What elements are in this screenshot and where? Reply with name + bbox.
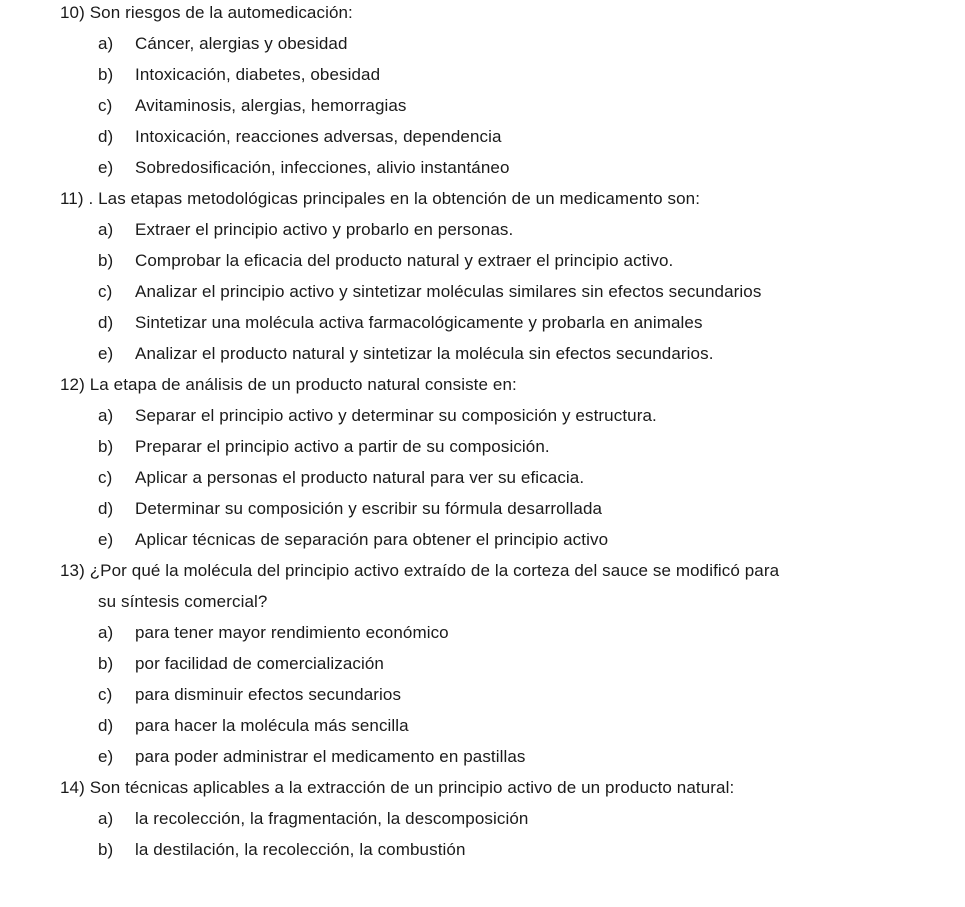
option-text: para disminuir efectos secundarios (135, 685, 402, 704)
option-text: la recolección, la fragmentación, la descomposición (135, 809, 529, 828)
question-14 (60, 778, 734, 798)
option-text: Intoxicación, reacciones adversas, dependencia (135, 127, 502, 146)
option-text: Analizar el producto natural y sintetizar la molécula sin efectos secundarios. (135, 344, 714, 363)
option-text: por facilidad de comercialización (135, 654, 384, 673)
option-text: Aplicar a personas el producto natural para ver su eficacia. (135, 468, 585, 487)
option-text: Cáncer, alergias y obesidad (135, 34, 348, 53)
question-number: 10) (60, 3, 85, 22)
question-13 (60, 561, 779, 581)
option-text: para poder administrar el medicamento en pastillas (135, 747, 526, 766)
question-text-continuation: su síntesis comercial? (98, 592, 268, 611)
option-text: Sobredosificación, infecciones, alivio instantáneo (135, 158, 510, 177)
option-letter: c) (98, 282, 113, 301)
question-10 (60, 3, 353, 23)
option-letter: d) (98, 313, 114, 332)
option-text: Aplicar técnicas de separación para obtener el principio activo (135, 530, 609, 549)
question-number: 13) (60, 561, 85, 580)
option-letter: b) (98, 437, 114, 456)
option-letter: c) (98, 685, 113, 704)
question-number: 11) (60, 189, 84, 208)
option-letter: d) (98, 499, 114, 518)
option-letter: e) (98, 530, 114, 549)
option-text: Sintetizar una molécula activa farmacológicamente y probarla en animales (135, 313, 703, 332)
option-letter: a) (98, 623, 114, 642)
option-letter: c) (98, 468, 113, 487)
question-number: 14) (60, 778, 85, 797)
question-12 (60, 375, 517, 395)
question-text: La etapa de análisis de un producto natural consiste en: (89, 375, 517, 394)
option-letter: e) (98, 747, 114, 766)
question-text: Son técnicas aplicables a la extracción de un principio activo de un producto natural: (89, 778, 735, 797)
option-letter: a) (98, 406, 114, 425)
option-letter: e) (98, 344, 114, 363)
option-letter: a) (98, 220, 114, 239)
question-11 (60, 189, 700, 209)
option-text: Preparar el principio activo a partir de su composición. (135, 437, 550, 456)
option-text: Extraer el principio activo y probarlo en personas. (135, 220, 514, 239)
option-text: la destilación, la recolección, la combustión (135, 840, 466, 859)
option-letter: b) (98, 251, 114, 270)
option-letter: d) (98, 716, 114, 735)
option-letter: d) (98, 127, 114, 146)
option-letter: b) (98, 65, 114, 84)
question-13-continuation (98, 592, 267, 612)
question-text: ¿Por qué la molécula del principio activo extraído de la corteza del sauce se modificó para (89, 561, 780, 580)
option-text: para hacer la molécula más sencilla (135, 716, 409, 735)
option-letter: e) (98, 158, 114, 177)
option-text: Comprobar la eficacia del producto natural y extraer el principio activo. (135, 251, 674, 270)
option-letter: a) (98, 34, 114, 53)
option-text: Avitaminosis, alergias, hemorragias (135, 96, 407, 115)
option-letter: a) (98, 809, 114, 828)
option-text: Separar el principio activo y determinar su composición y estructura. (135, 406, 657, 425)
option-text: para tener mayor rendimiento económico (135, 623, 449, 642)
question-text: . Las etapas metodológicas principales en la obtención de un medicamento son: (88, 189, 701, 208)
option-letter: b) (98, 840, 114, 859)
option-text: Analizar el principio activo y sintetizar moléculas similares sin efectos secundarios (135, 282, 762, 301)
option-letter: b) (98, 654, 114, 673)
question-number: 12) (60, 375, 85, 394)
option-text: Intoxicación, diabetes, obesidad (135, 65, 381, 84)
question-text: Son riesgos de la automedicación: (89, 3, 353, 22)
option-letter: c) (98, 96, 113, 115)
option-text: Determinar su composición y escribir su fórmula desarrollada (135, 499, 603, 518)
